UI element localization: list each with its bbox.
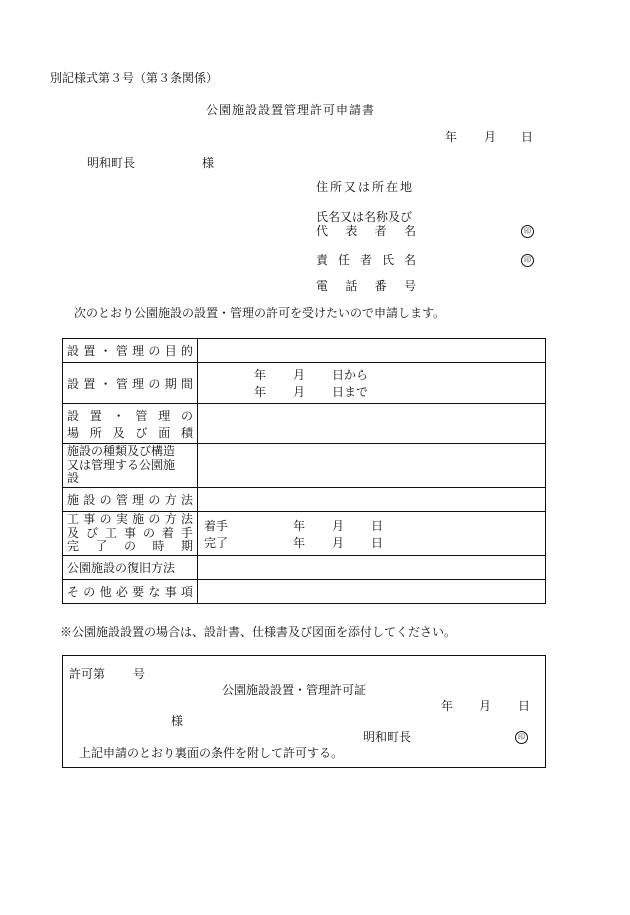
period-from: 年 月 日から [254,368,369,382]
place-value[interactable] [198,404,546,444]
permit-honorific: 様 [171,714,184,728]
applicant-seal-mark: 印 [521,225,534,238]
construction-label-line1: 工 事 の 実 施 の 方 法 [67,511,193,526]
permit-statement: 上記申請のとおり裏面の条件を附して許可する。 [79,746,344,760]
period-label: 設 置 ・ 管 理 の 期 間 [67,376,193,391]
attachment-note: ※公園施設設置の場合は、設計書、仕様書及び図面を添付してください。 [60,625,457,639]
construction-value[interactable] [198,512,546,556]
permit-seal-mark: 印 [515,731,528,744]
addressee: 明和町長 [87,156,136,170]
permit-issuer: 明和町長 [363,730,412,744]
construction-start: 着手 年 月 日 [204,518,384,533]
purpose-label: 設 置 ・ 管 理 の 目 的 [67,344,193,358]
other-label: そ の 他 必 要 な 事 項 [67,585,193,599]
management-label: 施 設 の 管 理 の 方 法 [67,493,193,507]
restoration-value[interactable] [198,556,546,580]
facility-value[interactable] [198,444,546,488]
purpose-value[interactable] [198,339,546,363]
intro-text: 次のとおり公園施設の設置・管理の許可を受けたいので申請します。 [74,306,446,320]
construction-label-line3: 完 了 の 時 期 [67,539,193,554]
document-title: 公園施設設置管理許可申請書 [206,103,376,117]
date-day: 日 [521,130,534,144]
other-value[interactable] [198,580,546,604]
permit-date-month: 月 [479,699,492,713]
row-place [63,404,546,444]
permit-box [62,655,546,768]
phone-label: 電 話 番 号 [316,279,416,293]
place-label-line1: 設 置 ・ 管 理 の [67,408,193,423]
row-purpose [63,339,546,363]
facility-label-line2: 又は管理する公園施 [67,457,176,472]
permit-date-day: 日 [518,699,531,713]
responsible-label: 責 任 者 氏 名 [316,253,416,267]
address-label: 住所又は所在地 [316,180,415,194]
management-value[interactable] [198,488,546,512]
row-period [63,363,546,404]
date-month: 月 [484,130,497,144]
period-to: 年 月 日まで [254,385,369,399]
facility-label-line3: 設 [67,471,80,486]
application-table [62,338,546,604]
place-label-line2: 場 所 及 び 面 積 [67,425,193,440]
construction-label-line2: 及 び 工 事 の 着 手 [67,525,193,540]
permit-number-suffix: 号 [133,667,146,681]
facility-label-line1: 施設の種類及び構造 [67,443,176,458]
addressee-honorific: 様 [202,156,215,170]
responsible-seal-mark: 印 [521,254,534,267]
row-management [63,488,546,512]
restoration-label: 公園施設の復旧方法 [67,561,176,575]
row-restoration [63,556,546,580]
row-other [63,580,546,604]
name-label-line2: 代 表 者 名 [316,224,416,238]
name-label-line1: 氏名又は名称及び [316,210,413,224]
period-value[interactable] [198,363,546,404]
permit-number-prefix: 許可第 [69,667,106,681]
form-number: 別記様式第３号（第３条関係） [50,71,219,85]
row-facility [63,444,546,488]
row-construction [63,512,546,556]
permit-title: 公園施設設置・管理許可証 [222,683,367,697]
date-year: 年 [445,130,458,144]
permit-date-year: 年 [441,699,454,713]
construction-finish: 完了 年 月 日 [204,535,384,550]
